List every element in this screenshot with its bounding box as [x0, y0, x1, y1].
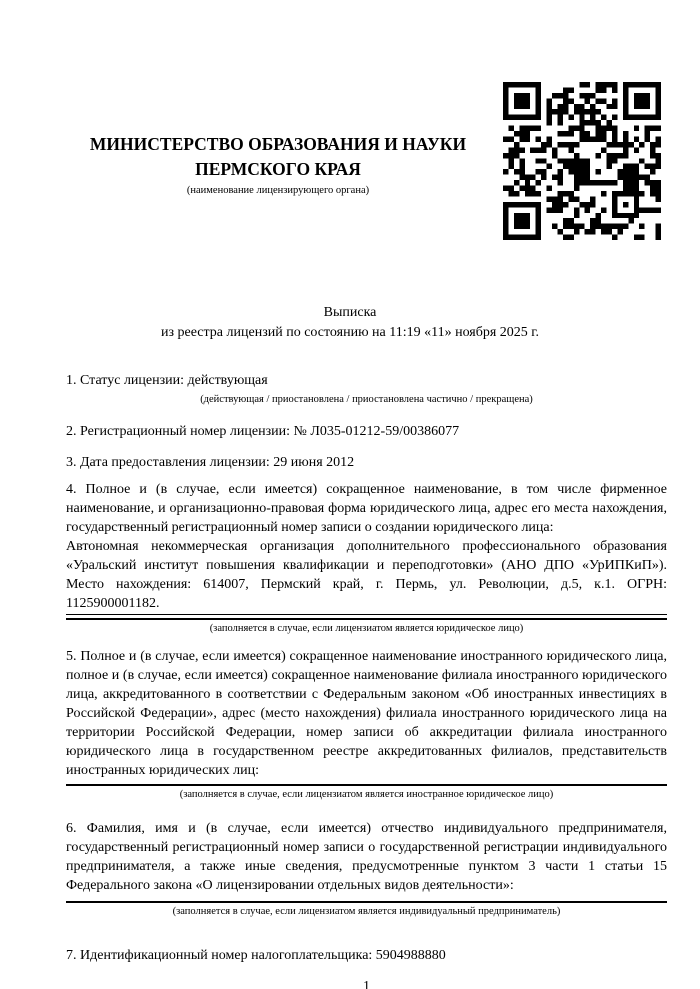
- item-legal-entity: [66, 480, 667, 635]
- item-individual-entrepreneur-label: 6. Фамилия, имя и (в случае, если имеется) отчество индивидуального предпринимателя, государственный регистрационный номер записи о государственной регистрации индивидуального предпринимателя, а также иные сведения, предусмотренные пунктом 3 части 1 статьи 15 Федерального закона «О лицензировании отдельных видов деятельности»:: [66, 821, 667, 893]
- page-number: 1: [363, 979, 370, 989]
- item-legal-entity-value: Автономная некоммерческая организация дополнительного профессионального образования «Уральский институт повышения квалификации и переподготовки» (АНО ДПО «УрИПКиП»). Место нахождения: 614007, Пермский край, г. Пермь, ул. Революции, д.5, к.1. ОГРН: 1125900001182.: [66, 539, 667, 611]
- item-registration-number-text: 2. Регистрационный номер лицензии: № Л035-01212-59/00386077: [66, 424, 460, 439]
- ministry-caption: (наименование лицензирующего органа): [186, 185, 370, 196]
- item-individual-entrepreneur-caption: (заполняется в случае, если лицензиатом является индивидуальный предприниматель): [172, 906, 561, 917]
- item-taxpayer-number: [66, 946, 667, 965]
- item-legal-entity-label: 4. Полное и (в случае, если имеется) сокращенное наименование, в том числе фирменное наименование, и организационно-правовая форма юридического лица, адрес его места нахождения, государственный регистрационный номер записи о создании юридического лица:: [66, 482, 667, 535]
- item-taxpayer-number-text: 7. Идентификационный номер налогоплательщика: 5904988880: [66, 948, 446, 963]
- item-license-status-caption: (действующая / приостановлена / приостановлена частично / прекращена): [200, 394, 533, 405]
- item-foreign-entity-caption: (заполняется в случае, если лицензиатом является иностранное юридическое лицо): [179, 789, 554, 800]
- item-individual-entrepreneur: [66, 819, 667, 918]
- document-header: [0, 0, 700, 303]
- item-legal-entity-caption: (заполняется в случае, если лицензиатом является юридическое лицо): [209, 623, 524, 634]
- title-line2: из реестра лицензий по состоянию на 11:19 «11» ноября 2025 г.: [161, 325, 539, 340]
- document-title: [0, 303, 700, 343]
- title-line1: Выписка: [323, 305, 377, 320]
- item-foreign-entity: [66, 647, 667, 801]
- item-grant-date: [66, 453, 667, 472]
- item-grant-date-text: 3. Дата предоставления лицензии: 29 июня 2012: [66, 455, 355, 470]
- fill-in-line-legal-entity: [66, 614, 667, 620]
- document-body: [0, 371, 700, 989]
- item-foreign-entity-label: 5. Полное и (в случае, если имеется) сокращенное наименование иностранного юридического лица, полное и (в случае, если имеется) сокращенное наименование филиала иностранного юридического лица, аккредитованного в соответствии с Федеральным законом «Об иностранных инвестициях в Российской Федерации», адрес (место нахождения) филиала иностранного юридического лица на территории Российской Федерации, номер записи об аккредитации филиала иностранного юридического лица в государственном реестре аккредитованных филиалов, представительств иностранных юридических лиц:: [66, 649, 667, 778]
- ministry-name-line2: ПЕРМСКОГО КРАЯ: [195, 159, 361, 179]
- ministry-name-line1: МИНИСТЕРСТВО ОБРАЗОВАНИЯ И НАУКИ: [89, 134, 467, 154]
- item-registration-number: [66, 422, 667, 441]
- qr-code-icon: [503, 82, 661, 240]
- fill-in-line-foreign-entity: [66, 784, 667, 786]
- fill-in-line-individual-entrepreneur: [66, 901, 667, 903]
- item-license-status: [66, 371, 667, 406]
- licensing-authority-block: [66, 132, 490, 197]
- item-license-status-text: 1. Статус лицензии: действующая: [66, 373, 268, 388]
